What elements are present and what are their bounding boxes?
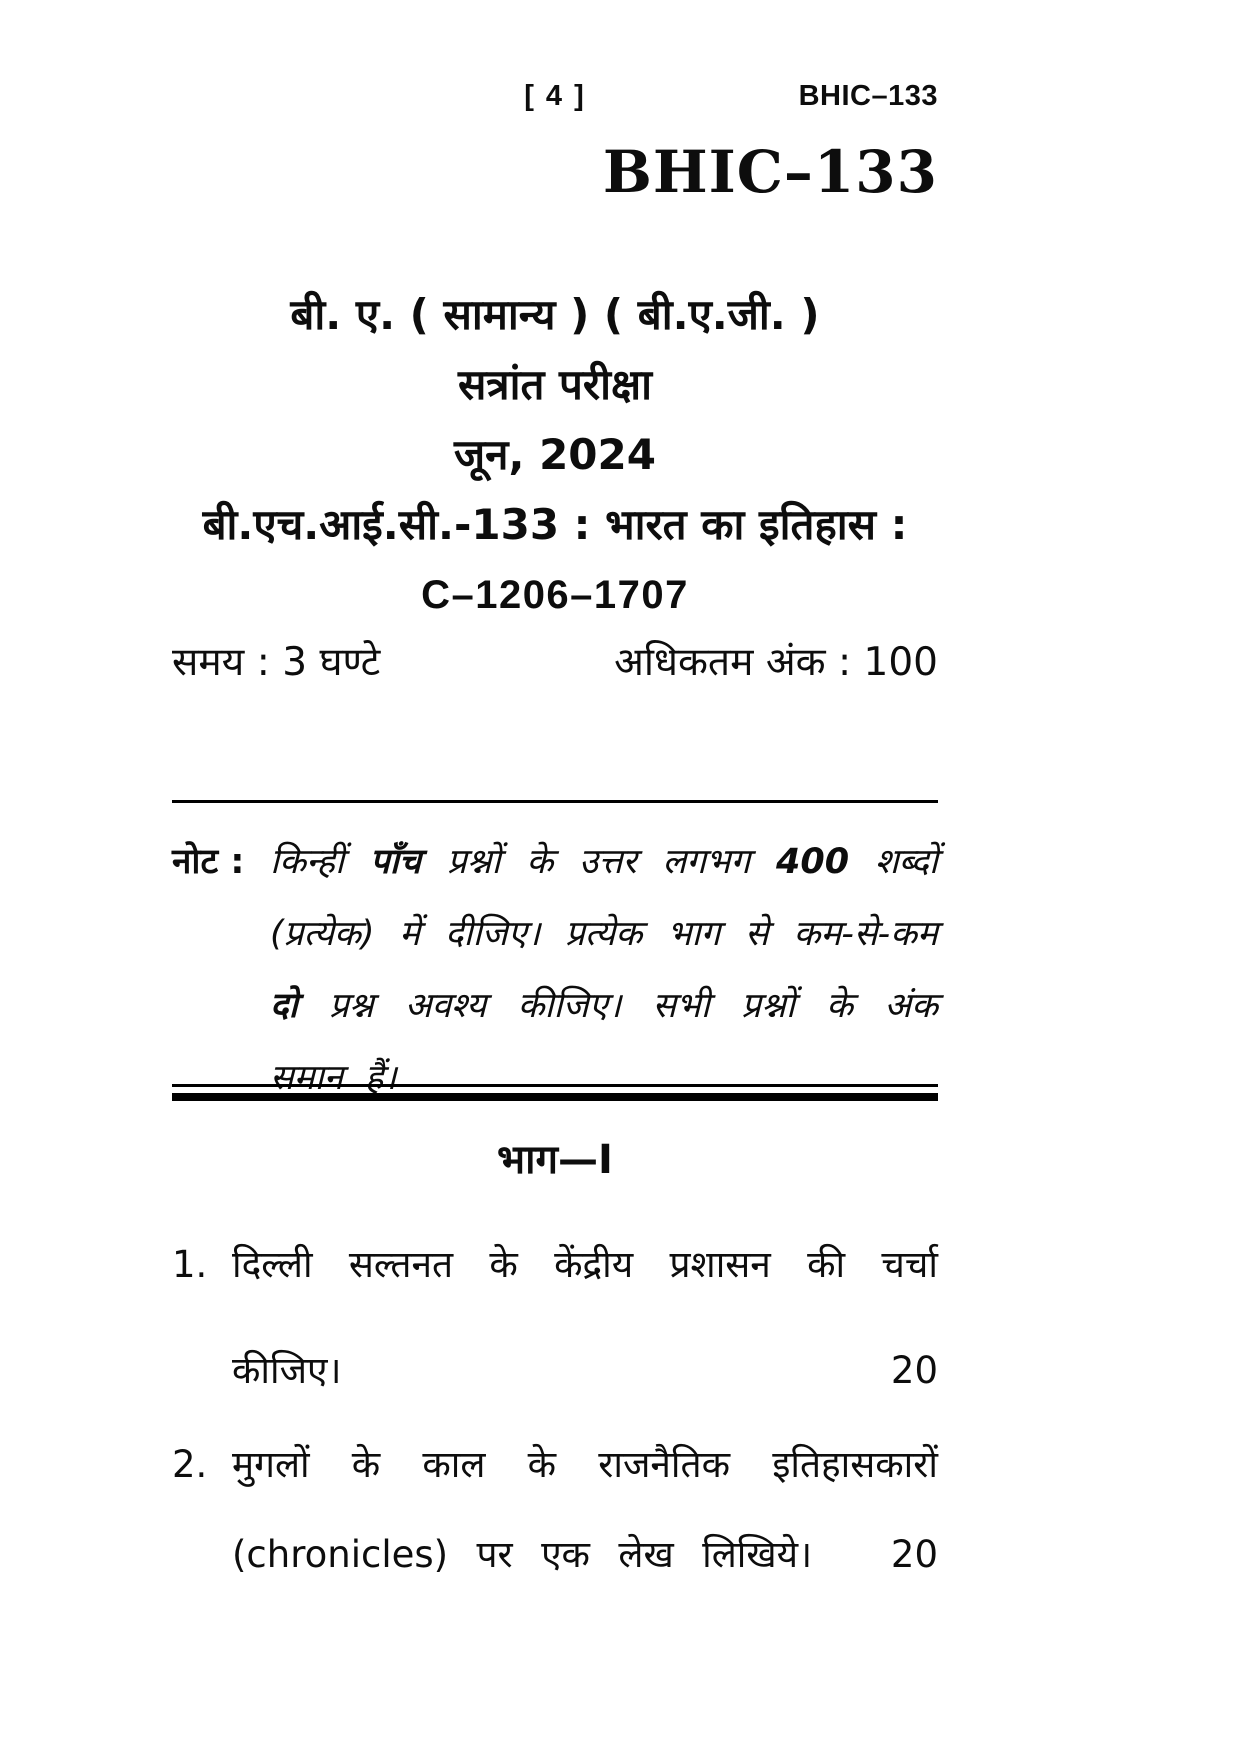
course-code-range: C–1206–1707 — [421, 573, 689, 617]
exam-title: सत्रांत परीक्षा — [458, 360, 652, 409]
note-run: शब्दों (प्रत्येक) में दीजिए। प्रत्येक भाग से कम-से-कम — [270, 842, 938, 954]
question-text — [232, 1420, 938, 1600]
time-allowed: समय : 3 घण्टे — [172, 640, 381, 685]
maximum-marks: अधिकतम अंक : 100 — [614, 640, 938, 685]
note-run: प्रश्न अवश्य कीजिए। सभी प्रश्नों के अंक समान हैं। — [270, 986, 938, 1098]
question-number: 2. — [172, 1443, 208, 1486]
note-run-bold: पाँच — [369, 842, 422, 882]
question-body: दिल्ली सल्तनत के केंद्रीय प्रशासन की चर्चा कीजिए। — [232, 1243, 938, 1392]
horizontal-rule — [172, 800, 938, 803]
course-code-heading: BHIC–133 — [602, 138, 938, 206]
question-body: मुगलों के काल के राजनैतिक इतिहासकारों (chronicles) पर एक लेख लिखिये। — [232, 1443, 938, 1576]
page-number: [ 4 ] — [524, 80, 586, 112]
note-run-bold: दो — [270, 986, 298, 1026]
exam-session: जून, 2024 — [454, 430, 656, 479]
running-header — [172, 80, 938, 116]
note-label: नोट : — [172, 842, 245, 882]
question-2 — [172, 1420, 938, 1600]
note-block — [172, 826, 938, 1114]
question-text — [232, 1212, 938, 1424]
note-run: प्रश्नों के उत्तर लगभग — [421, 842, 777, 882]
double-horizontal-rule — [172, 1084, 938, 1101]
note-run-bold: 400 — [776, 842, 850, 882]
question-1 — [172, 1212, 938, 1424]
question-marks: 20 — [890, 1533, 938, 1576]
course-title: बी.एच.आई.सी.-133 : भारत का इतिहास : — [202, 500, 908, 549]
program-title: बी. ए. ( सामान्य ) ( बी.ए.जी. ) — [290, 290, 820, 339]
section-heading: भाग—I — [497, 1137, 613, 1183]
header-course-code: BHIC–133 — [798, 80, 938, 112]
note-run: किन्हीं — [270, 842, 370, 882]
title-block — [172, 280, 938, 630]
question-marks: 20 — [890, 1349, 938, 1392]
question-number: 1. — [172, 1243, 208, 1286]
note-text — [270, 826, 938, 1114]
meta-row — [172, 628, 938, 698]
